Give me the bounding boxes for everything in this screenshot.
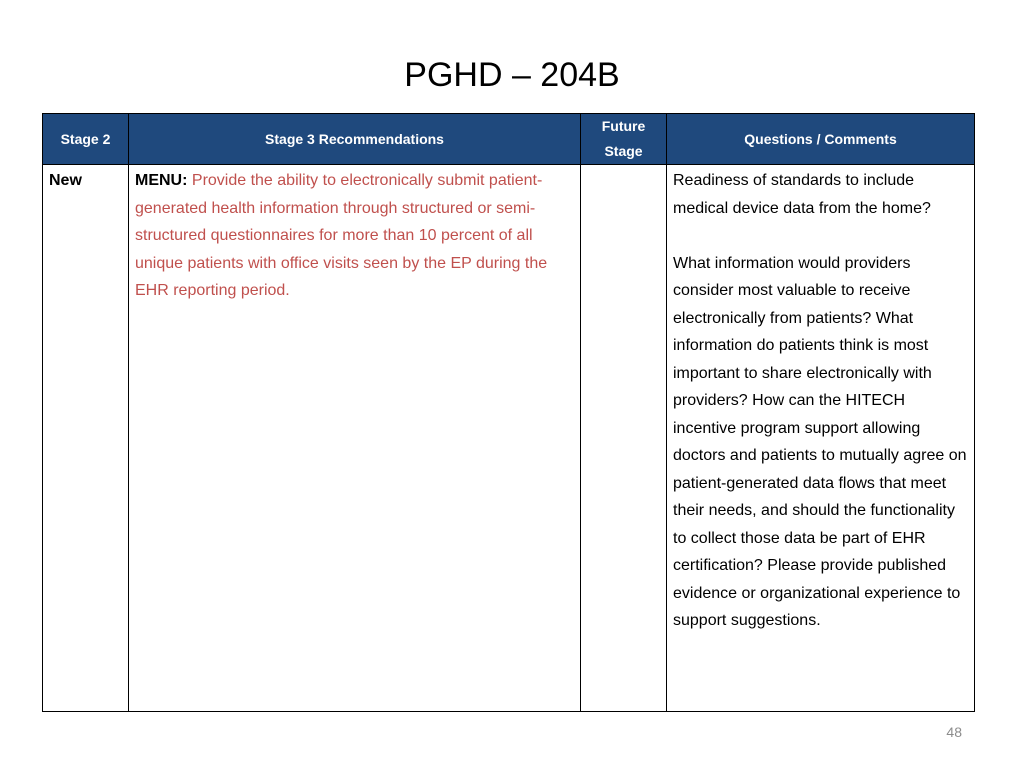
menu-recommendation-text: Provide the ability to electronically submit patient-generated health information through structured or semi-structured questionnaires for more than 10 percent of all unique patients with office visits seen by the EP during the EHR reporting period. [135,172,548,299]
recommendations-table [42,113,975,712]
cell-stage-3-recommendation [129,165,581,712]
table-row [43,165,975,712]
table-header [43,114,975,165]
header-future-stage: Future Stage [581,114,667,165]
paragraph-spacer [673,222,968,250]
comment-paragraph-1: Readiness of standards to include medical device data from the home? [673,172,931,217]
cell-stage-2: New [43,165,129,712]
header-questions-comments: Questions / Comments [667,114,975,165]
menu-label: MENU: [135,172,188,189]
page-number: 48 [946,724,962,740]
header-stage-3-recommendations: Stage 3 Recommendations [129,114,581,165]
cell-future-stage [581,165,667,712]
cell-questions-comments [667,165,975,712]
header-row [43,114,975,165]
comment-paragraph-2: What information would providers consider most valuable to receive electronically from patients? What information do patients think is most important to share electronically with providers? How can the HITECH incentive program support allowing doctors and patients to mutually agree on patient-generated data flows that meet their needs, and should the functionality to collect those data be part of EHR certification? Please provide published evidence or organizational experience to support suggestions. [673,254,967,629]
header-stage-2: Stage 2 [43,114,129,165]
slide-title: PGHD – 204B [404,56,620,94]
